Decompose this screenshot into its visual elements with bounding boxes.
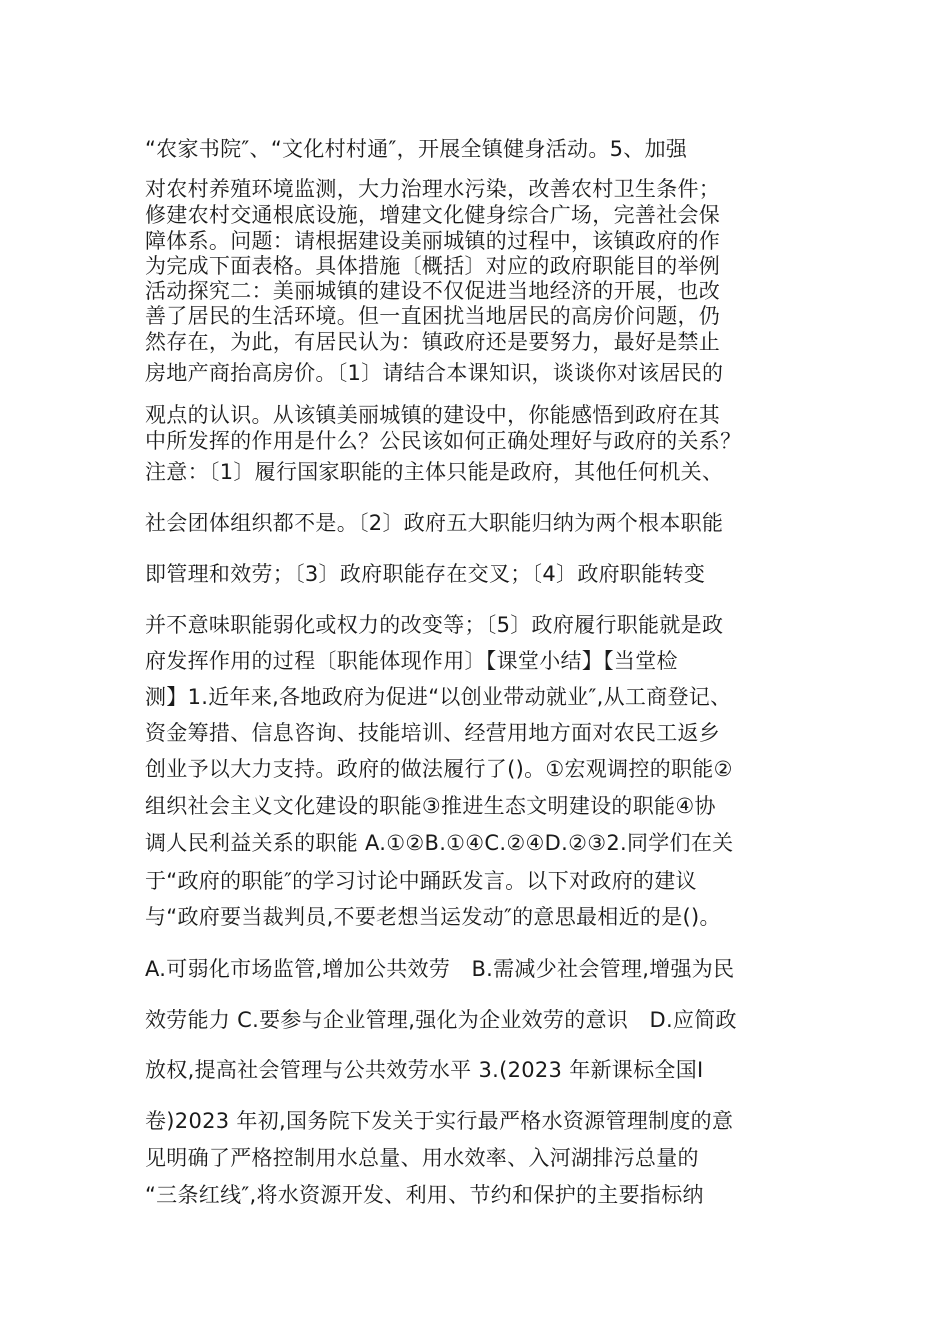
- text-line: 对农村养殖环境监测，大力治理水污染，改善农村卫生条件；: [145, 177, 721, 201]
- text-line: 即管理和效劳；〔3〕政府职能存在交叉；〔4〕政府职能转变: [145, 562, 706, 586]
- text-line: 中所发挥的作用是什么？公民该如何正确处理好与政府的关系？: [145, 429, 742, 453]
- text-line: 为完成下面表格。具体措施〔概括〕对应的政府职能目的举例: [145, 254, 721, 278]
- text-line: 测】1.近年来,各地政府为促进“以创业带动就业″,从工商登记、: [145, 685, 732, 709]
- text-line: 调人民利益关系的职能 A.①②B.①④C.②④D.②③2.同学们在关: [145, 831, 734, 855]
- text-line: 注意：〔1〕履行国家职能的主体只能是政府，其他任何机关、: [145, 460, 724, 484]
- text-line: 见明确了严格控制用水总量、用水效率、入河湖排污总量的: [145, 1146, 699, 1170]
- text-line: 观点的认识。从该镇美丽城镇的建设中，你能感悟到政府在其: [145, 403, 721, 427]
- text-line: 府发挥作用的过程〔职能体现作用〕【课堂小结】【当堂检: [145, 649, 678, 673]
- text-line: 资金筹措、信息咨询、技能培训、经营用地方面对农民工返乡: [145, 721, 721, 745]
- text-line: 社会团体组织都不是。〔2〕政府五大职能归纳为两个根本职能: [145, 511, 724, 535]
- text-line: 并不意味职能弱化或权力的改变等；〔5〕政府履行职能就是政: [145, 613, 724, 637]
- text-line: 房地产商抬高房价。〔1〕请结合本课知识，谈谈你对该居民的: [145, 361, 724, 385]
- text-line: 然存在，为此，有居民认为：镇政府还是要努力，最好是禁止: [145, 330, 721, 354]
- text-line: 创业予以大力支持。政府的做法履行了()。①宏观调控的职能②: [145, 757, 733, 781]
- text-line: 与“政府要当裁判员,不要老想当运发动″的意思最相近的是()。: [145, 905, 721, 929]
- text-line: 于“政府的职能″的学习讨论中踊跃发言。以下对政府的建议: [145, 869, 697, 893]
- text-line: 卷)2023 年初,国务院下发关于实行最严格水资源管理制度的意: [145, 1109, 734, 1133]
- text-line: 活动探究二：美丽城镇的建设不仅促进当地经济的开展，也改: [145, 279, 721, 303]
- text-line: 修建农村交通根底设施，增建文化健身综合广场，完善社会保: [145, 203, 721, 227]
- text-line: A.可弱化市场监管,增加公共效劳 B.需减少社会管理,增强为民: [145, 957, 735, 981]
- text-line: 障体系。问题：请根据建设美丽城镇的过程中，该镇政府的作: [145, 229, 721, 253]
- text-line: 放权,提高社会管理与公共效劳水平 3.(2023 年新课标全国Ⅰ: [145, 1058, 704, 1082]
- text-line: “三条红线″,将水资源开发、利用、节约和保护的主要指标纳: [145, 1183, 704, 1207]
- text-line: 善了居民的生活环境。但一直困扰当地居民的高房价问题，仍: [145, 304, 721, 328]
- text-line: “农家书院″、“文化村村通″，开展全镇健身活动。5、加强: [145, 137, 688, 161]
- text-line: 组织社会主义文化建设的职能③推进生态文明建设的职能④协: [145, 794, 716, 818]
- text-line: 效劳能力 C.要参与企业管理,强化为企业效劳的意识 D.应简政: [145, 1008, 737, 1032]
